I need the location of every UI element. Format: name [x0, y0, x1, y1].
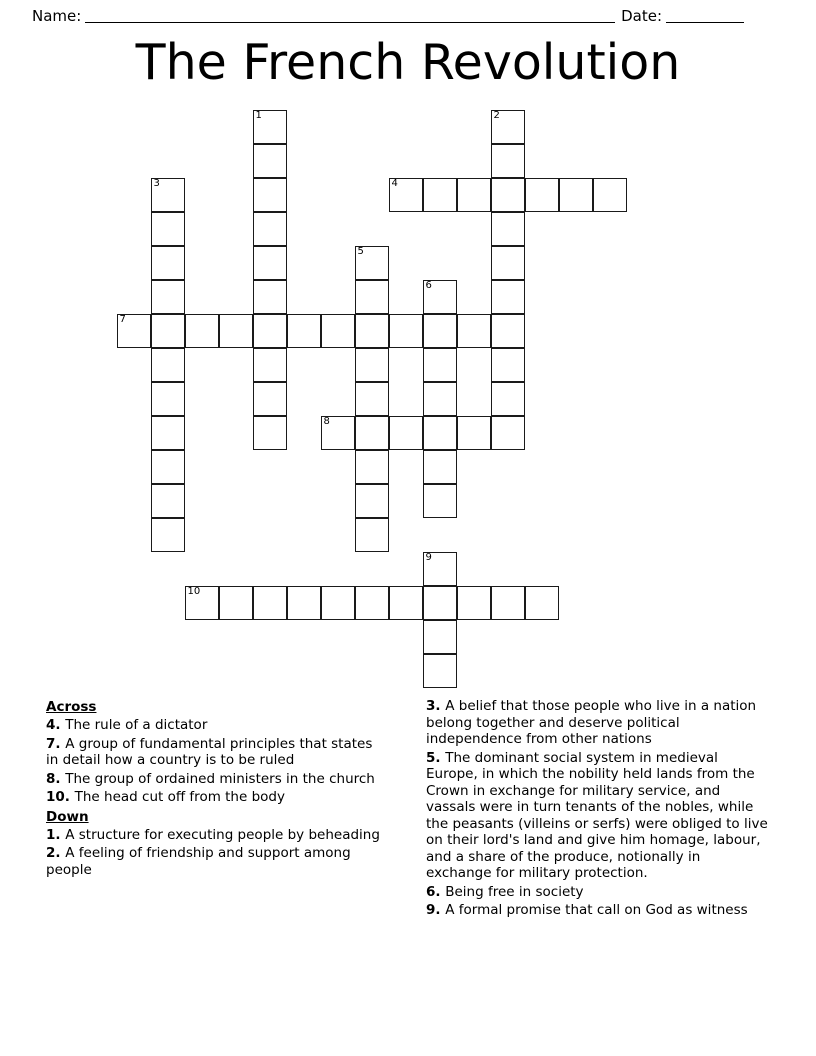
- grid-cell[interactable]: [457, 416, 491, 450]
- clue-number: 10.: [46, 789, 75, 805]
- grid-cell[interactable]: [355, 280, 389, 314]
- clue-text: A structure for executing people by beheading: [65, 826, 380, 843]
- grid-cell[interactable]: [491, 178, 525, 212]
- clue-text: A formal promise that call on God as witness: [445, 902, 748, 918]
- date-write-line[interactable]: [666, 9, 744, 23]
- cell-number: 7: [119, 314, 126, 325]
- grid-cell[interactable]: [355, 484, 389, 518]
- grid-cell-numbered[interactable]: [423, 280, 457, 314]
- name-write-line[interactable]: [85, 9, 615, 23]
- cell-number: 4: [391, 178, 398, 189]
- grid-cell-numbered[interactable]: [355, 246, 389, 280]
- grid-cell[interactable]: [253, 246, 287, 280]
- grid-cell[interactable]: [423, 654, 457, 688]
- cell-number: 6: [425, 280, 432, 291]
- grid-cell[interactable]: [253, 416, 287, 450]
- grid-cell-numbered[interactable]: [117, 314, 151, 348]
- grid-cell[interactable]: [491, 144, 525, 178]
- grid-cell[interactable]: [491, 246, 525, 280]
- grid-cell[interactable]: [491, 280, 525, 314]
- grid-cell[interactable]: [593, 178, 627, 212]
- grid-cell[interactable]: [423, 416, 457, 450]
- cell-number: 9: [425, 552, 432, 563]
- clue-number: 1.: [46, 826, 66, 843]
- clue-item: [46, 845, 380, 878]
- grid-cell[interactable]: [151, 382, 185, 416]
- grid-cell[interactable]: [151, 416, 185, 450]
- grid-cell[interactable]: [525, 178, 559, 212]
- clue-number: 7.: [46, 735, 66, 752]
- grid-cell-numbered[interactable]: [151, 178, 185, 212]
- grid-cell[interactable]: [423, 382, 457, 416]
- clue-item: [46, 736, 380, 769]
- grid-cell[interactable]: [423, 586, 457, 620]
- clue-text: A feeling of friendship and support among people: [46, 845, 351, 878]
- grid-cell[interactable]: [457, 586, 491, 620]
- across-clue-list: [46, 717, 380, 806]
- grid-cell[interactable]: [355, 518, 389, 552]
- clue-item: [426, 750, 770, 882]
- grid-cell[interactable]: [355, 382, 389, 416]
- clue-text: The head cut off from the body: [74, 789, 285, 805]
- grid-cell[interactable]: [457, 178, 491, 212]
- grid-cell[interactable]: [219, 314, 253, 348]
- grid-cell[interactable]: [355, 348, 389, 382]
- grid-cell[interactable]: [355, 450, 389, 484]
- grid-cell[interactable]: [151, 280, 185, 314]
- grid-cell[interactable]: [253, 178, 287, 212]
- down-heading: Down: [46, 808, 89, 825]
- clue-item: [46, 771, 380, 788]
- clue-number: 6.: [426, 883, 446, 900]
- clue-item: [426, 902, 770, 919]
- clue-text: The dominant social system in medieval Europe, in which the nobility held lands from the Crown in exchange for military service, and vassals were in turn tenants of the nobles, while the peasants (villeins or serfs) were obliged to live on their lord's land and give him homage, labour, and a share of the produce, notionally in exchange for military protection.: [426, 749, 768, 881]
- grid-cell[interactable]: [253, 280, 287, 314]
- grid-cell[interactable]: [423, 348, 457, 382]
- grid-cell[interactable]: [457, 314, 491, 348]
- grid-cell[interactable]: [253, 314, 287, 348]
- clue-item: [46, 827, 380, 844]
- grid-cell[interactable]: [423, 450, 457, 484]
- grid-cell[interactable]: [491, 416, 525, 450]
- grid-cell[interactable]: [389, 586, 423, 620]
- grid-cell[interactable]: [423, 178, 457, 212]
- cell-number: 3: [153, 178, 160, 189]
- grid-cell[interactable]: [423, 314, 457, 348]
- down-clue-list-part1: [46, 827, 380, 879]
- grid-cell[interactable]: [253, 382, 287, 416]
- grid-cell[interactable]: [423, 484, 457, 518]
- grid-cell[interactable]: [151, 246, 185, 280]
- worksheet-header: [0, 0, 816, 30]
- clue-number: 9.: [426, 902, 446, 918]
- grid-cell[interactable]: [287, 314, 321, 348]
- clue-item: [426, 698, 770, 748]
- grid-cell[interactable]: [491, 586, 525, 620]
- clue-lists: [0, 698, 816, 958]
- clue-column-right: [408, 698, 816, 958]
- cell-number: 8: [323, 416, 330, 427]
- clue-text: A belief that those people who live in a nation belong together and deserve political independence from other nations: [426, 698, 757, 747]
- grid-cell[interactable]: [321, 314, 355, 348]
- clue-number: 8.: [46, 770, 66, 787]
- grid-cell-numbered[interactable]: [389, 178, 423, 212]
- grid-cell[interactable]: [389, 314, 423, 348]
- cell-number: 5: [357, 246, 364, 257]
- clue-number: 5.: [426, 749, 446, 766]
- grid-cell-numbered[interactable]: [253, 110, 287, 144]
- clue-text: The group of ordained ministers in the church: [65, 770, 375, 787]
- grid-cell[interactable]: [151, 314, 185, 348]
- clue-number: 4.: [46, 717, 66, 733]
- grid-cell[interactable]: [287, 586, 321, 620]
- grid-cell[interactable]: [253, 144, 287, 178]
- cell-number: 10: [187, 586, 201, 597]
- grid-cell-numbered[interactable]: [423, 552, 457, 586]
- clue-item: [46, 717, 380, 734]
- grid-cell[interactable]: [151, 450, 185, 484]
- clue-column-left: [0, 698, 408, 958]
- grid-cell[interactable]: [491, 382, 525, 416]
- grid-cell[interactable]: [321, 586, 355, 620]
- grid-cell[interactable]: [219, 586, 253, 620]
- grid-cell[interactable]: [491, 314, 525, 348]
- grid-cell[interactable]: [559, 178, 593, 212]
- name-label: Name:: [32, 7, 82, 25]
- grid-cell[interactable]: [355, 314, 389, 348]
- grid-cell[interactable]: [355, 586, 389, 620]
- across-heading: Across: [46, 699, 97, 715]
- grid-cell[interactable]: [185, 314, 219, 348]
- grid-cell-numbered[interactable]: [321, 416, 355, 450]
- grid-cell[interactable]: [151, 518, 185, 552]
- grid-cell[interactable]: [253, 348, 287, 382]
- grid-cell[interactable]: [389, 416, 423, 450]
- grid-cell[interactable]: [491, 212, 525, 246]
- grid-cell[interactable]: [253, 586, 287, 620]
- down-clue-list-part2: [426, 698, 770, 919]
- grid-cell[interactable]: [253, 212, 287, 246]
- clue-number: 3.: [426, 698, 446, 714]
- clue-item: [46, 789, 380, 806]
- cell-number: 1: [255, 110, 262, 121]
- clue-number: 2.: [46, 845, 66, 861]
- grid-cell[interactable]: [423, 620, 457, 654]
- grid-cell-numbered[interactable]: [185, 586, 219, 620]
- cell-number: 2: [493, 110, 500, 121]
- clue-text: Being free in society: [445, 883, 584, 900]
- grid-cell[interactable]: [151, 348, 185, 382]
- grid-cell-numbered[interactable]: [491, 110, 525, 144]
- date-label: Date:: [621, 7, 662, 25]
- grid-cell[interactable]: [355, 416, 389, 450]
- grid-cell[interactable]: [151, 212, 185, 246]
- grid-cell[interactable]: [525, 586, 559, 620]
- clue-item: [426, 884, 770, 901]
- grid-cell[interactable]: [491, 348, 525, 382]
- page-title: The French Revolution: [135, 34, 681, 91]
- clue-text: A group of fundamental principles that states in detail how a country is to be ruled: [46, 735, 373, 768]
- clue-text: The rule of a dictator: [65, 717, 208, 733]
- grid-cell[interactable]: [151, 484, 185, 518]
